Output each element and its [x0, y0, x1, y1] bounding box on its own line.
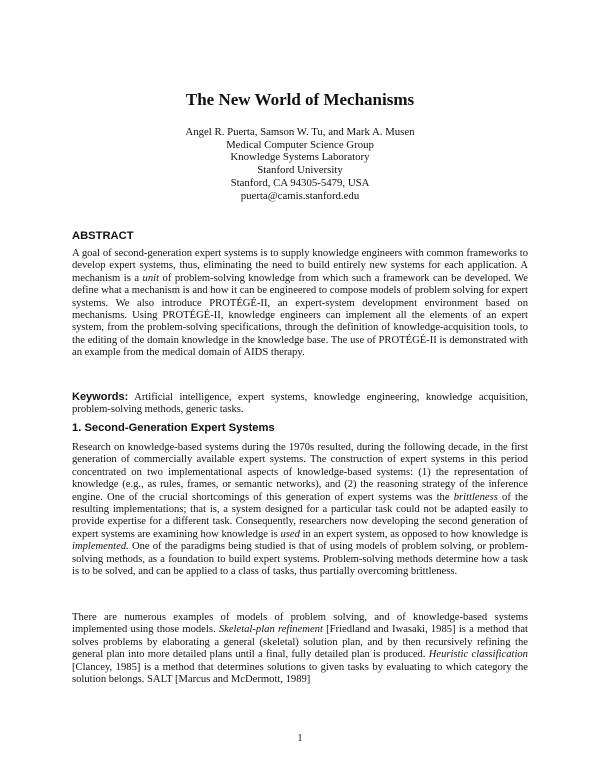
author-block — [0, 126, 600, 202]
keywords-paragraph — [72, 391, 528, 417]
author-names: Angel R. Puerta, Samson W. Tu, and Mark A. Musen — [185, 126, 415, 138]
affiliation-group: Medical Computer Science Group — [226, 138, 374, 151]
section1-paragraph-1: Research on knowledge-based systems during the 1970s resulted, during the following decade, in the first generation of commercially available expert systems. The construction of expert systems in this period concentrated on two implementational aspects of knowledge-based systems: (1) the representation of knowledge (e.g., as rules, frames, or semantic networks), and (2) the reasoning strategy of the inference engine. One of the crucial shortcomings of this generation of expert systems was the brittleness of the resulting implementations; that is, a system designed for a particular task could not be adapted easily to provide expertise for a different task. Consequently, researchers now developing the second generation of expert systems are examining how knowledge is used in an expert system, as opposed to how knowledge is implemented. One of the paradigms being studied is that of using models of problem solving, or problem-solving methods, as a foundation to build expert systems. Problem-solving methods determine how a task is to be solved, and can be applied to a class of tasks, thus partially overcoming brittleness. — [72, 442, 528, 578]
abstract-paragraph: A goal of second-generation expert systems is to supply knowledge engineers with common frameworks to develop expert systems, thus, eliminating the need to build entirely new systems for each application. A mechanism is a unit of problem-solving knowledge from which such a framework can be developed. We define what a mechanism is and how it can be engineered to compose models of problem solving for expert systems. We also introduce PROTÉGÉ-II, an expert-system development environment based on mechanisms. Using PROTÉGÉ-II, knowledge engineers can implement all the elements of an expert system, from the problem-solving specifications, through the definition of knowledge-acquisition tools, to the editing of the domain knowledge in the knowledge base. The use of PROTÉGÉ-II is demonstrated with an example from the medical domain of AIDS therapy. — [72, 248, 528, 359]
affiliation-university: Stanford University — [257, 164, 343, 177]
author-email: puerta@camis.stanford.edu — [240, 189, 360, 202]
keywords-label: Keywords: — [72, 391, 129, 403]
keywords-text: Artificial intelligence, expert systems, knowledge engineering, knowledge acquisition, problem-solving methods, generic tasks. — [72, 392, 528, 416]
paper-title: The New World of Mechanisms — [185, 90, 415, 109]
abstract-body — [72, 248, 528, 360]
affiliation-address: Stanford, CA 94305-5479, USA — [230, 176, 370, 189]
affiliation-lab: Knowledge Systems Laboratory — [230, 151, 370, 164]
keywords-block — [72, 391, 528, 417]
abstract-heading: ABSTRACT — [72, 230, 134, 242]
page-number: 1 — [297, 733, 303, 744]
section1-heading: 1. Second-Generation Expert Systems — [72, 422, 275, 434]
section1-paragraph-2: There are numerous examples of models of problem solving, and of knowledge-based systems implemented using those models. Skeletal-plan refinement [Friedland and Iwasaki, 1985] is a method that solves problems by elaborating a general (skeletal) solution plan, and by then recursively refining the general plan into more detailed plans until a final, fully detailed plan is produced. Heuristic classification [Clancey, 1985] is a method that determines solutions to given tasks by evaluating to which category the solution belongs. SALT [Marcus and McDermott, 1989] — [72, 612, 528, 686]
